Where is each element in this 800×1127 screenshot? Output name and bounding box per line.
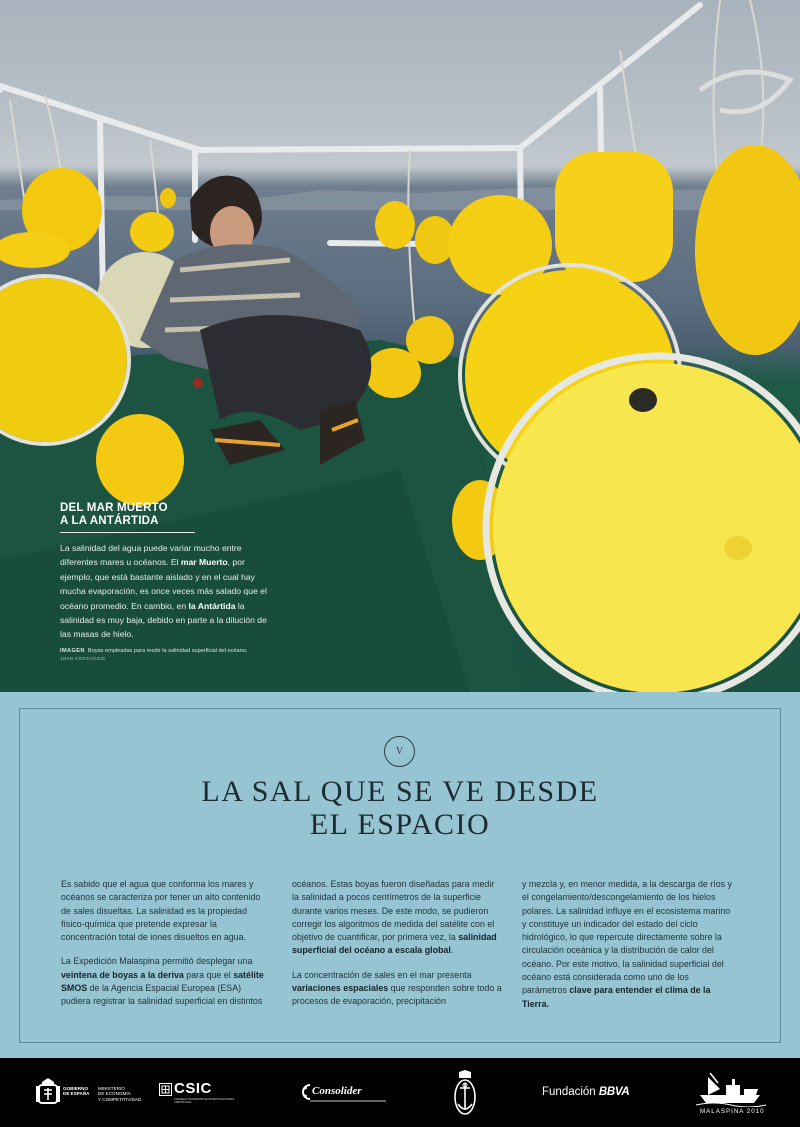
- col2-paragraph-1: [292, 878, 502, 958]
- ministry-line-2: DE ECONOMÍA: [98, 1091, 131, 1097]
- col1-text-e: de la Agencia Espacial Europea (ESA) pudiera registrar la salinidad superficial en distintos: [61, 983, 263, 1007]
- logo-csic: [159, 1080, 234, 1107]
- col2-text-c: .: [450, 945, 454, 956]
- ministry-line-1: MINISTERIO: [98, 1086, 125, 1091]
- col1-bold-smos: satélite SMOS: [61, 969, 264, 994]
- col3-paragraph-1: [522, 878, 732, 1011]
- col1-paragraph-2: [61, 955, 271, 1008]
- col1-paragraph-1: Es sabido que el agua que conforma los mares y océanos se caracteriza por tener un alto contenido de sales disueltas. La salinidad es la propiedad físico-química que pretende expresar la concentración total de iones disueltos en agua.: [61, 879, 261, 943]
- col2-paragraph-2: [292, 969, 502, 1009]
- col1-bold-buoys: veintena de boyas a la deriva: [61, 969, 184, 980]
- navy-anchor-crest-icon: [452, 1070, 478, 1118]
- caption-text-1: La salinidad del agua puede variar mucho entre diferentes mares u océanos. El: [60, 543, 242, 568]
- malaspina-ship-icon: [696, 1071, 766, 1107]
- col2-text-a: océanos. Estas boyas fueron diseñadas para medir la salinidad a pocos centímetros de la superficie durante varios meses. De este modo, se pudieron corregir los algoritmos de medida del satélite con el objetivo de cuantificar, por primera vez, la: [292, 879, 495, 943]
- caption-title: [60, 502, 275, 528]
- gobierno-label: [63, 1086, 93, 1097]
- col1-text-c: para que el: [183, 969, 234, 980]
- col2-text-f: que responden sobre todo a procesos de evaporación, precipitación: [292, 983, 502, 1007]
- caption-text-2: , por ejemplo, que está bastante aislado y en el cual hay mucha evaporación, es once veces más salado que el océano promedio. En cambio, en: [60, 557, 267, 611]
- caption-title-line1: DEL MAR MUERTO: [60, 502, 168, 514]
- sponsor-logo-bar: [0, 1058, 800, 1127]
- caption-title-line2: A LA ANTÁRTIDA: [60, 515, 159, 527]
- malaspina-label: MALASPINA 2010: [700, 1108, 765, 1115]
- gov-line-1: GOBIERNO: [63, 1086, 89, 1091]
- caption-highlight-dead-sea: mar Muerto: [180, 557, 228, 568]
- bbva-prefix: Fundación: [542, 1086, 599, 1098]
- caption-divider: [60, 532, 195, 533]
- photo-credit: JOAN COSTA/CSIC: [60, 655, 106, 661]
- col1-text-a: La Expedición Malaspina permitió desplegar una: [61, 956, 253, 967]
- image-description: Boyas empleadas para medir la salinidad superficial del océano.: [87, 647, 248, 654]
- bbva-name: BBVA: [598, 1086, 630, 1098]
- caption-text-3: la salinidad es muy baja, debido en parte a la dilución de las masas de hielo.: [60, 600, 267, 640]
- gov-line-2: DE ESPAÑA: [63, 1091, 90, 1097]
- photo-caption: [60, 502, 275, 662]
- text-column-2: [292, 878, 502, 1009]
- logo-consolider: [296, 1081, 388, 1103]
- heading-line1: LA SAL QUE SE VE DESDE: [201, 775, 599, 808]
- caption-body: [60, 541, 275, 642]
- section-numeral: V: [384, 736, 415, 767]
- image-caption: [60, 647, 275, 655]
- csic-emblem-icon: [159, 1083, 172, 1096]
- ministerio-label: [98, 1086, 150, 1102]
- heading-line2: EL ESPACIO: [309, 808, 491, 841]
- caption-highlight-antarctica: la Antártida: [188, 600, 236, 611]
- logo-malaspina-2010: [696, 1071, 766, 1117]
- col3-text-a: y mezcla y, en menor medida, a la descarga de ríos y el congelamiento/descongelamiento de los hielos polares. La salinidad influye en el ecosistema marino y constituye un indicador del estado del ciclo hidrológico, lo que repercute directamente sobre la circulación oceánica y la distribución de calor del océano. Por este motivo, la salinidad superficial del océano está considerada como uno de los parámetros: [522, 879, 732, 996]
- col2-text-d: La concentración de sales en el mar presenta: [292, 969, 472, 980]
- csic-subtitle: CONSEJO SUPERIOR DE INVESTIGACIONES CIENTÍFICAS: [174, 1097, 234, 1104]
- logo-gobierno-espana: [36, 1078, 146, 1108]
- col2-bold-variations: variaciones espaciales: [292, 983, 389, 994]
- logo-armada: [452, 1070, 478, 1118]
- text-column-3: [522, 878, 732, 1011]
- section-heading: [100, 775, 700, 841]
- logo-fundacion-bbva: [542, 1085, 632, 1101]
- text-column-1: [61, 878, 271, 1009]
- col2-bold-global: salinidad superficial del océano a escala global: [292, 932, 497, 956]
- csic-name: CSIC: [174, 1080, 212, 1097]
- consolider-name: Consolider: [312, 1085, 362, 1097]
- info-panel: [0, 692, 800, 1058]
- spain-crest-icon: [36, 1078, 60, 1106]
- ministry-line-3: Y COMPETITIVIDAD: [98, 1096, 142, 1102]
- image-label: IMAGEN: [60, 647, 85, 654]
- col3-bold-climate: clave para entender el clima de la Tierra.: [522, 985, 711, 1009]
